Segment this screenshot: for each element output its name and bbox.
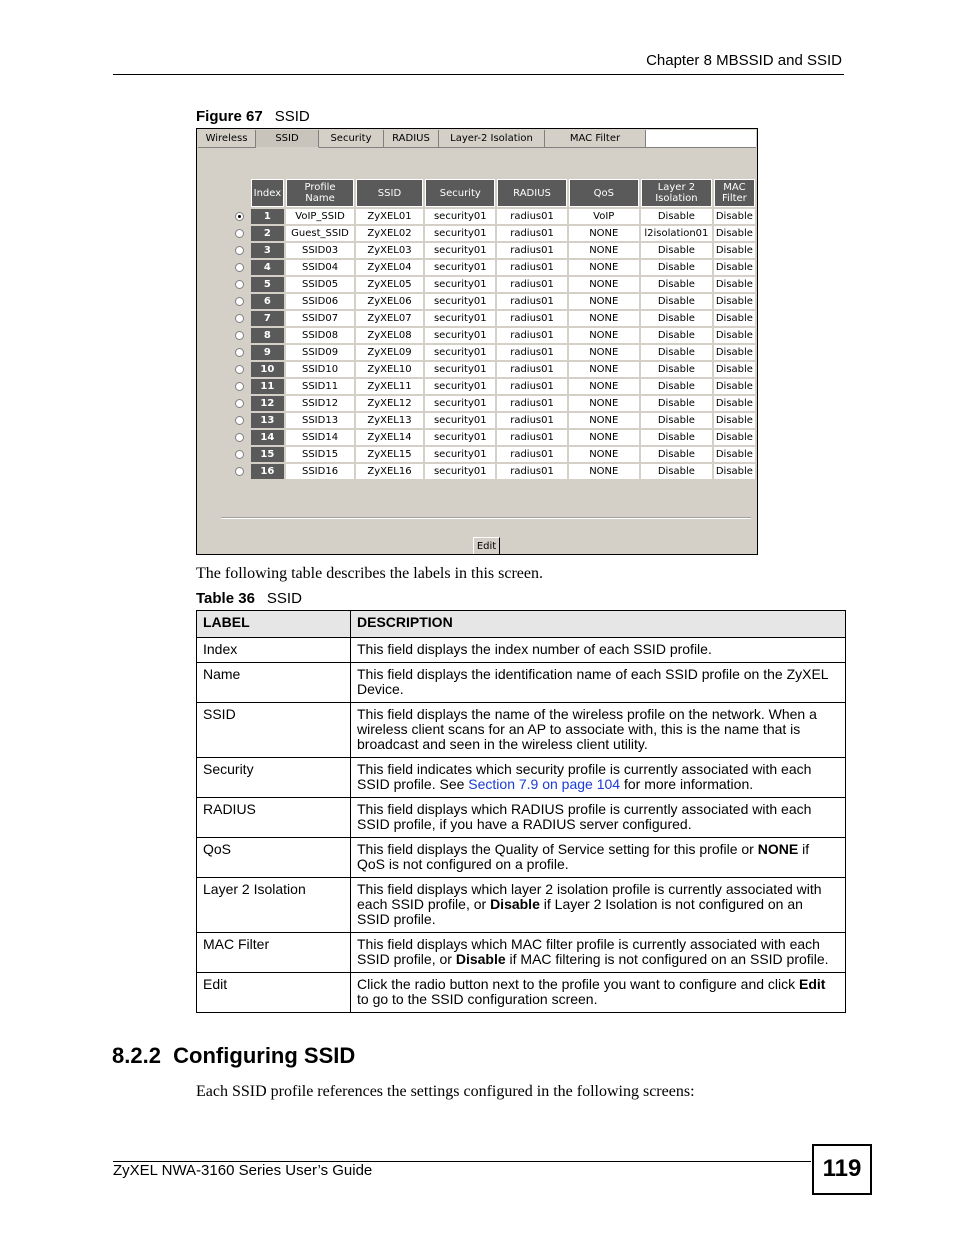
section-title: Configuring SSID (173, 1043, 356, 1068)
intro-text: The following table describes the labels in this screen. (196, 565, 544, 582)
col-index: Index (251, 179, 285, 207)
ssid-table-row (231, 243, 755, 258)
qos-cell: NONE (569, 311, 639, 326)
ssid-table-header (231, 179, 755, 207)
profile-name-cell: Guest_SSID (286, 226, 354, 241)
security-cell: security01 (425, 396, 495, 411)
profile-name-cell: SSID12 (286, 396, 354, 411)
mac-filter-cell: Disable (714, 396, 755, 411)
mac-filter-cell: Disable (714, 362, 755, 377)
radius-cell: radius01 (497, 362, 566, 377)
row-select-cell (231, 362, 249, 377)
layer2-isolation-cell: Disable (641, 430, 712, 445)
figure-title: SSID (274, 108, 310, 125)
row-select-radio[interactable] (235, 348, 244, 357)
layer2-isolation-cell: Disable (641, 464, 712, 479)
description-text: if QoS is not configured on a profile. (357, 841, 810, 872)
layer2-isolation-cell: Disable (641, 260, 712, 275)
desc-table-row (197, 798, 846, 838)
index-cell: 8 (251, 328, 285, 343)
radius-cell: radius01 (497, 447, 566, 462)
description-text: This field displays which RADIUS profile is currently associated with each SSID profile, if you have a RADIUS server configured. (357, 801, 812, 832)
radius-cell: radius01 (497, 311, 566, 326)
ssid-cell: ZyXEL12 (356, 396, 423, 411)
bold-term: Disable (455, 951, 506, 967)
row-select-cell (231, 464, 249, 479)
label-cell: Security (197, 758, 351, 798)
qos-cell: NONE (569, 413, 639, 428)
row-select-radio[interactable] (235, 331, 244, 340)
label-cell: MAC Filter (197, 933, 351, 973)
row-select-radio[interactable] (235, 246, 244, 255)
ssid-cell: ZyXEL14 (356, 430, 423, 445)
row-select-cell (231, 345, 249, 360)
qos-cell: NONE (569, 464, 639, 479)
bold-term: NONE (757, 841, 799, 857)
index-cell: 12 (251, 396, 285, 411)
index-cell: 16 (251, 464, 285, 479)
security-cell: security01 (425, 328, 495, 343)
row-select-radio[interactable] (235, 365, 244, 374)
radius-cell: radius01 (497, 430, 566, 445)
section-number: 8.2.2 (112, 1043, 161, 1068)
profile-name-cell: VoIP_SSID (286, 209, 354, 224)
radius-cell: radius01 (497, 464, 566, 479)
col-radius: RADIUS (497, 179, 566, 207)
mac-filter-cell: Disable (714, 413, 755, 428)
ssid-table-row (231, 430, 755, 445)
index-cell: 3 (251, 243, 285, 258)
radius-cell: radius01 (497, 226, 566, 241)
row-select-cell (231, 413, 249, 428)
layer2-isolation-cell: Disable (641, 311, 712, 326)
ssid-cell: ZyXEL15 (356, 447, 423, 462)
desc-table-row (197, 878, 846, 933)
layer2-isolation-cell: Disable (641, 277, 712, 292)
description-text: This field displays the index number of each SSID profile. (357, 641, 712, 657)
ssid-cell: ZyXEL07 (356, 311, 423, 326)
index-cell: 9 (251, 345, 285, 360)
profile-name-cell: SSID08 (286, 328, 354, 343)
radius-cell: radius01 (497, 209, 566, 224)
ssid-table-body (231, 209, 755, 479)
tab-security[interactable]: Security (319, 130, 384, 148)
security-cell: security01 (425, 209, 495, 224)
desc-table-row (197, 933, 846, 973)
tab-bar-fill (646, 130, 756, 148)
row-select-radio[interactable] (235, 229, 244, 238)
ssid-table-row (231, 226, 755, 241)
row-select-cell (231, 277, 249, 292)
row-select-cell (231, 328, 249, 343)
description-text: to go to the SSID configuration screen. (357, 991, 598, 1007)
row-select-cell (231, 311, 249, 326)
ssid-table-row (231, 362, 755, 377)
row-select-cell (231, 396, 249, 411)
description-text: Click the radio button next to the profile you want to configure and click (357, 976, 800, 992)
row-select-radio[interactable] (235, 450, 244, 459)
desc-table-row (197, 838, 846, 878)
profile-name-cell: SSID06 (286, 294, 354, 309)
description-cell (351, 758, 846, 798)
col-profile-name: Profile Name (286, 179, 354, 207)
col-security: Security (425, 179, 495, 207)
row-select-radio[interactable] (235, 382, 244, 391)
description-text: This field indicates which security profile is currently associated with each SSID profile. See (357, 761, 812, 792)
col-ssid: SSID (356, 179, 423, 207)
row-select-cell (231, 379, 249, 394)
ssid-cell: ZyXEL02 (356, 226, 423, 241)
qos-cell: NONE (569, 396, 639, 411)
ssid-table-row (231, 345, 755, 360)
col-qos: QoS (569, 179, 639, 207)
ssid-cell: ZyXEL16 (356, 464, 423, 479)
profile-name-cell: SSID03 (286, 243, 354, 258)
mac-filter-cell: Disable (714, 243, 755, 258)
radius-cell: radius01 (497, 294, 566, 309)
label-cell: QoS (197, 838, 351, 878)
row-select-radio[interactable] (235, 280, 244, 289)
row-select-cell (231, 243, 249, 258)
ssid-cell: ZyXEL11 (356, 379, 423, 394)
desc-table-row (197, 638, 846, 663)
row-select-cell (231, 447, 249, 462)
row-select-cell (231, 260, 249, 275)
mac-filter-cell: Disable (714, 345, 755, 360)
profile-name-cell: SSID14 (286, 430, 354, 445)
row-select-cell (231, 209, 249, 224)
description-cell (351, 798, 846, 838)
label-column-header: LABEL (197, 611, 351, 638)
mac-filter-cell: Disable (714, 209, 755, 224)
mac-filter-cell: Disable (714, 447, 755, 462)
profile-name-cell: SSID10 (286, 362, 354, 377)
row-select-cell (231, 226, 249, 241)
security-cell: security01 (425, 260, 495, 275)
radius-cell: radius01 (497, 396, 566, 411)
index-cell: 7 (251, 311, 285, 326)
index-cell: 11 (251, 379, 285, 394)
qos-cell: NONE (569, 379, 639, 394)
ssid-table-row (231, 396, 755, 411)
ssid-table-row (231, 413, 755, 428)
table-caption (196, 590, 302, 607)
figure-caption (196, 108, 310, 125)
layer2-isolation-cell: Disable (641, 396, 712, 411)
description-cell (351, 638, 846, 663)
ssid-table-row (231, 209, 755, 224)
profile-name-cell: SSID16 (286, 464, 354, 479)
ssid-cell: ZyXEL03 (356, 243, 423, 258)
table-title: SSID (266, 590, 302, 607)
qos-cell: NONE (569, 345, 639, 360)
ssid-table-row (231, 294, 755, 309)
layer2-isolation-cell: Disable (641, 413, 712, 428)
description-cell (351, 933, 846, 973)
row-select-radio[interactable] (235, 263, 244, 272)
ssid-table-row (231, 311, 755, 326)
qos-cell: NONE (569, 277, 639, 292)
ssid-table-row (231, 328, 755, 343)
radius-cell: radius01 (497, 243, 566, 258)
description-text: This field displays which layer 2 isolation profile is currently associated with each SSID profile, or (357, 881, 822, 912)
tab-layer2-isolation[interactable]: Layer-2 Isolation (439, 130, 545, 148)
layer2-isolation-cell: Disable (641, 243, 712, 258)
description-cell (351, 878, 846, 933)
security-cell: security01 (425, 277, 495, 292)
layer2-isolation-cell: Disable (641, 345, 712, 360)
ssid-table-row (231, 447, 755, 462)
screenshot-divider (221, 517, 751, 519)
profile-name-cell: SSID09 (286, 345, 354, 360)
row-select-radio[interactable] (235, 314, 244, 323)
mac-filter-cell: Disable (714, 464, 755, 479)
security-cell: security01 (425, 243, 495, 258)
mac-filter-cell: Disable (714, 294, 755, 309)
tab-mac-filter[interactable]: MAC Filter (545, 130, 646, 148)
ssid-cell: ZyXEL01 (356, 209, 423, 224)
label-cell: Layer 2 Isolation (197, 878, 351, 933)
radio-column-header (231, 179, 249, 207)
label-cell: Edit (197, 973, 351, 1013)
bold-term: Disable (490, 896, 540, 912)
table-label: Table 36 (196, 590, 255, 607)
description-cell (351, 838, 846, 878)
layer2-isolation-cell: Disable (641, 447, 712, 462)
radius-cell: radius01 (497, 260, 566, 275)
qos-cell: NONE (569, 243, 639, 258)
qos-cell: NONE (569, 430, 639, 445)
col-mac-filter: MAC Filter (714, 179, 755, 207)
description-column-header: DESCRIPTION (351, 611, 846, 638)
mac-filter-cell: Disable (714, 226, 755, 241)
layer2-isolation-cell: Disable (641, 362, 712, 377)
ssid-cell: ZyXEL13 (356, 413, 423, 428)
row-select-radio[interactable] (235, 212, 244, 221)
row-select-radio[interactable] (235, 399, 244, 408)
label-cell: Name (197, 663, 351, 703)
ssid-cell: ZyXEL04 (356, 260, 423, 275)
qos-cell: VoIP (569, 209, 639, 224)
description-text: if Layer 2 Isolation is not configured on an SSID profile. (357, 896, 803, 927)
index-cell: 1 (251, 209, 285, 224)
radius-cell: radius01 (497, 413, 566, 428)
description-text: This field displays which MAC filter profile is currently associated with each SSID profile, or (357, 936, 820, 967)
mac-filter-cell: Disable (714, 260, 755, 275)
tab-bar (198, 130, 756, 148)
cross-reference-link[interactable]: Section 7.9 on page 104 (468, 776, 621, 792)
tab-radius[interactable]: RADIUS (384, 130, 439, 148)
label-cell: Index (197, 638, 351, 663)
ssid-cell: ZyXEL09 (356, 345, 423, 360)
index-cell: 6 (251, 294, 285, 309)
row-select-radio[interactable] (235, 297, 244, 306)
index-cell: 15 (251, 447, 285, 462)
index-cell: 5 (251, 277, 285, 292)
security-cell: security01 (425, 362, 495, 377)
security-cell: security01 (425, 379, 495, 394)
security-cell: security01 (425, 294, 495, 309)
profile-name-cell: SSID13 (286, 413, 354, 428)
ssid-cell: ZyXEL10 (356, 362, 423, 377)
profile-name-cell: SSID05 (286, 277, 354, 292)
qos-cell: NONE (569, 226, 639, 241)
description-text: if MAC filtering is not configured on an SSID profile. (505, 951, 829, 967)
label-cell: SSID (197, 703, 351, 758)
row-select-radio[interactable] (235, 416, 244, 425)
security-cell: security01 (425, 464, 495, 479)
qos-cell: NONE (569, 362, 639, 377)
desc-table-body (197, 638, 846, 1013)
qos-cell: NONE (569, 447, 639, 462)
label-cell: RADIUS (197, 798, 351, 838)
description-text: This field displays the identification name of each SSID profile on the ZyXEL Device. (357, 666, 829, 697)
desc-table-header (197, 611, 846, 638)
row-select-cell (231, 430, 249, 445)
description-cell (351, 703, 846, 758)
figure-label: Figure 67 (196, 108, 263, 125)
bold-term: Edit (799, 976, 826, 992)
security-cell: security01 (425, 345, 495, 360)
layer2-isolation-cell: Disable (641, 379, 712, 394)
ssid-table-row (231, 379, 755, 394)
chapter-header: Chapter 8 MBSSID and SSID (646, 52, 842, 69)
security-cell: security01 (425, 447, 495, 462)
ssid-screenshot (196, 128, 758, 555)
desc-table-row (197, 758, 846, 798)
security-cell: security01 (425, 413, 495, 428)
qos-cell: NONE (569, 260, 639, 275)
page-number: 119 (812, 1144, 872, 1195)
description-text: for more information. (620, 776, 754, 792)
header-rule (113, 74, 844, 75)
description-cell (351, 663, 846, 703)
security-cell: security01 (425, 311, 495, 326)
desc-table-row (197, 973, 846, 1013)
mac-filter-cell: Disable (714, 277, 755, 292)
layer2-isolation-cell: Disable (641, 209, 712, 224)
mac-filter-cell: Disable (714, 328, 755, 343)
index-cell: 4 (251, 260, 285, 275)
layer2-isolation-cell: Disable (641, 328, 712, 343)
description-cell (351, 973, 846, 1013)
radius-cell: radius01 (497, 328, 566, 343)
mac-filter-cell: Disable (714, 430, 755, 445)
row-select-cell (231, 294, 249, 309)
description-text: This field displays the Quality of Service setting for this profile or (357, 841, 758, 857)
row-select-radio[interactable] (235, 433, 244, 442)
col-layer2-isolation: Layer 2 Isolation (641, 179, 712, 207)
label-description-table (196, 610, 846, 1013)
footer-guide-title: ZyXEL NWA-3160 Series User’s Guide (113, 1162, 373, 1179)
radius-cell: radius01 (497, 345, 566, 360)
ssid-table-row (231, 464, 755, 479)
row-select-radio[interactable] (235, 467, 244, 476)
profile-name-cell: SSID15 (286, 447, 354, 462)
layer2-isolation-cell: l2isolation01 (641, 226, 712, 241)
desc-table-row (197, 663, 846, 703)
ssid-table-row (231, 260, 755, 275)
ssid-cell: ZyXEL05 (356, 277, 423, 292)
index-cell: 14 (251, 430, 285, 445)
section-heading (112, 1043, 355, 1069)
qos-cell: NONE (569, 294, 639, 309)
profile-name-cell: SSID04 (286, 260, 354, 275)
layer2-isolation-cell: Disable (641, 294, 712, 309)
edit-button[interactable]: Edit (473, 537, 500, 555)
ssid-profile-table (229, 177, 757, 481)
index-cell: 13 (251, 413, 285, 428)
index-cell: 2 (251, 226, 285, 241)
ssid-table-row (231, 277, 755, 292)
qos-cell: NONE (569, 328, 639, 343)
mac-filter-cell: Disable (714, 311, 755, 326)
ssid-cell: ZyXEL06 (356, 294, 423, 309)
description-text: This field displays the name of the wireless profile on the network. When a wireless client scans for an AP to associate with, this is the name that is broadcast and seen in the wireless client utility. (357, 706, 817, 752)
ssid-cell: ZyXEL08 (356, 328, 423, 343)
profile-name-cell: SSID11 (286, 379, 354, 394)
radius-cell: radius01 (497, 379, 566, 394)
section-text: Each SSID profile references the settings configured in the following screens: (196, 1083, 695, 1100)
tab-wireless[interactable]: Wireless (198, 130, 256, 148)
security-cell: security01 (425, 430, 495, 445)
radius-cell: radius01 (497, 277, 566, 292)
mac-filter-cell: Disable (714, 379, 755, 394)
tab-ssid[interactable]: SSID (256, 130, 319, 148)
desc-table-row (197, 703, 846, 758)
index-cell: 10 (251, 362, 285, 377)
profile-name-cell: SSID07 (286, 311, 354, 326)
security-cell: security01 (425, 226, 495, 241)
